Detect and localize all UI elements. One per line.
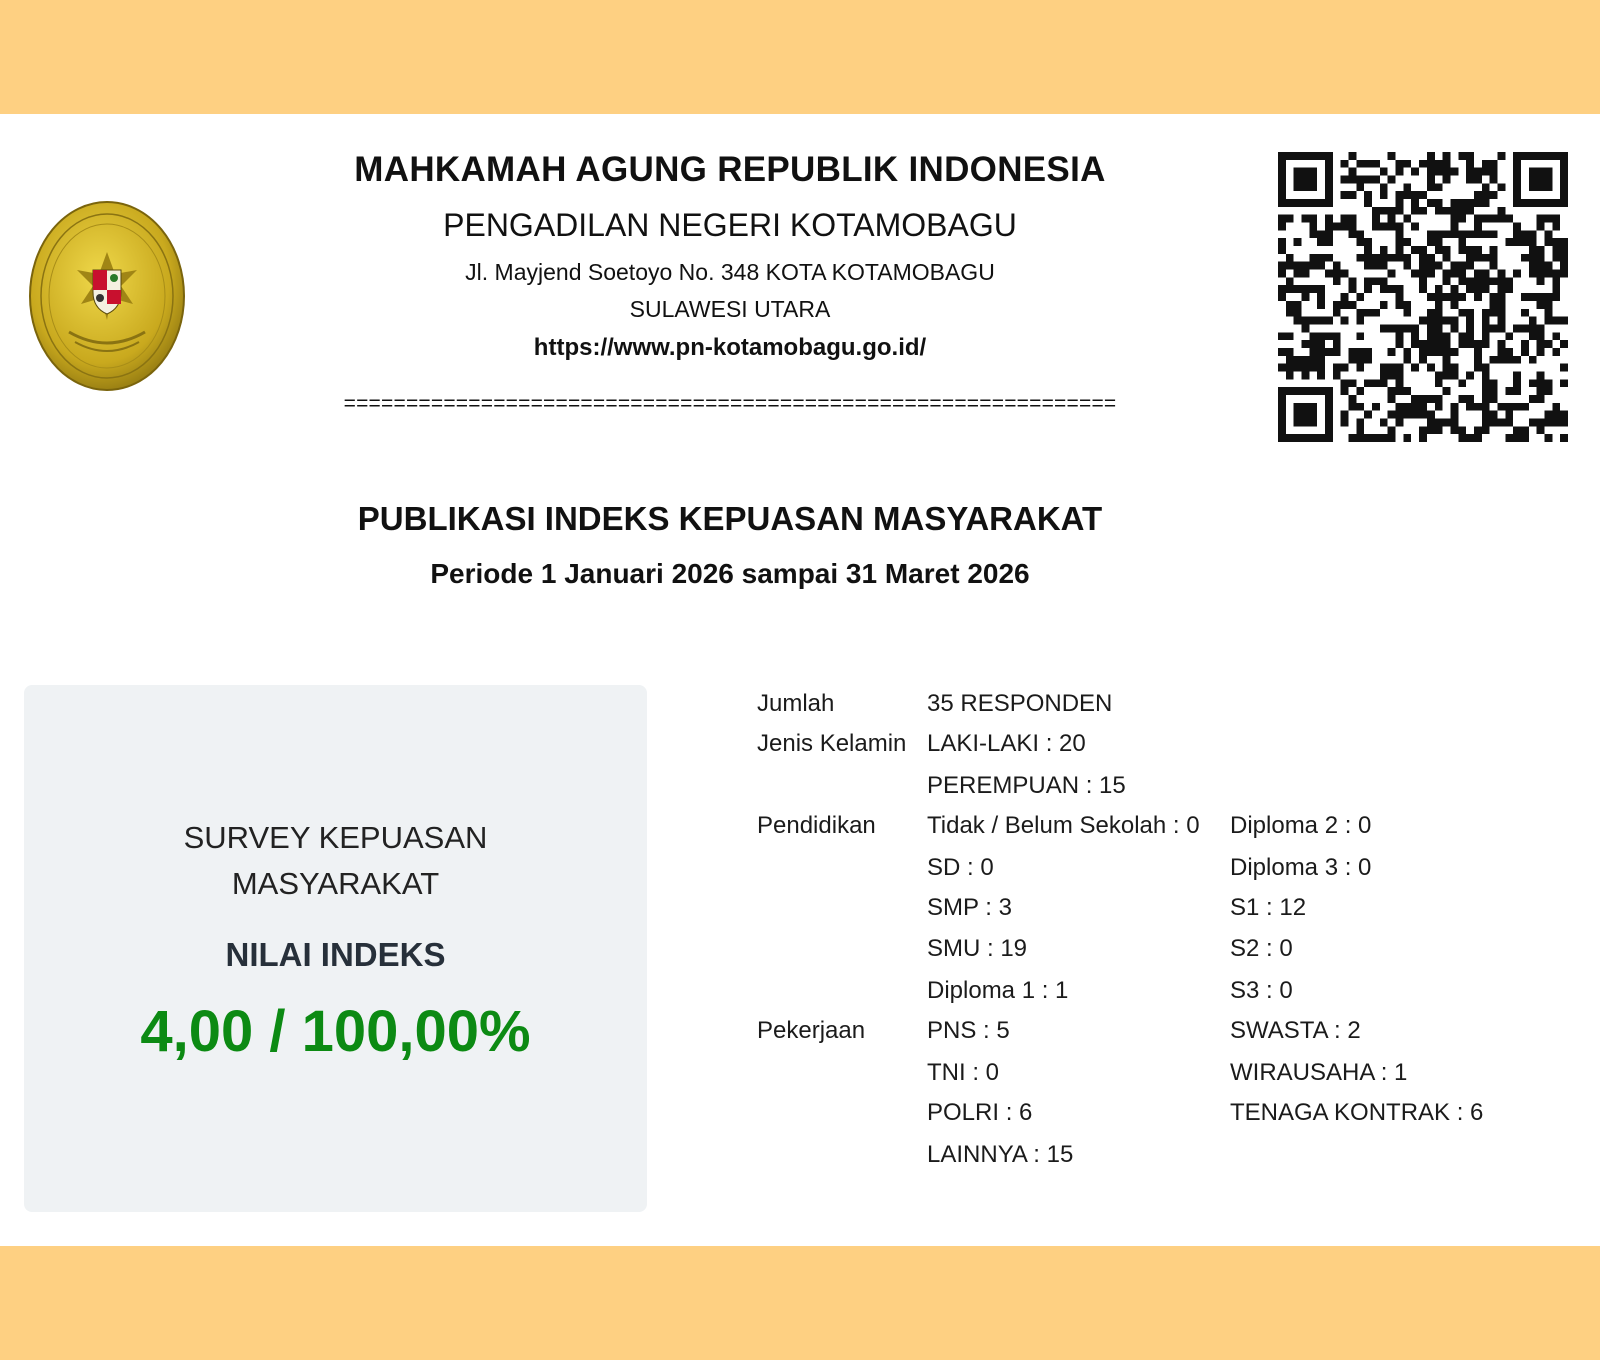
- court-name: PENGADILAN NEGERI KOTAMOBAGU: [443, 207, 1017, 243]
- job-item: LAINNYA : 15: [927, 1141, 1074, 1168]
- court-website-link[interactable]: https://www.pn-kotamobagu.go.id/: [533, 334, 927, 361]
- job-label: Pekerjaan: [757, 1017, 866, 1044]
- gender-female: PEREMPUAN : 15: [927, 772, 1126, 799]
- index-label: NILAI INDEKS: [225, 936, 446, 973]
- institution-name: MAHKAMAH AGUNG REPUBLIK INDONESIA: [354, 150, 1106, 189]
- education-label: Pendidikan: [757, 812, 876, 839]
- survey-title-line2: MASYARAKAT: [231, 866, 440, 901]
- education-item: S1 : 12: [1230, 894, 1307, 921]
- job-item: PNS : 5: [927, 1017, 1010, 1044]
- bottom-banner: [0, 1246, 1600, 1360]
- education-item: Diploma 2 : 0: [1230, 812, 1372, 839]
- gender-male: LAKI-LAKI : 20: [927, 730, 1086, 757]
- survey-title: [24, 815, 647, 907]
- index-card: [24, 685, 647, 1212]
- education-item: SD : 0: [927, 854, 994, 881]
- court-province: SULAWESI UTARA: [629, 296, 831, 322]
- education-item: SMU : 19: [927, 935, 1028, 962]
- jumlah-value: 35 RESPONDEN: [927, 690, 1113, 717]
- top-banner: [0, 0, 1600, 114]
- education-item: Diploma 3 : 0: [1230, 854, 1372, 881]
- education-item: Tidak / Belum Sekolah : 0: [927, 812, 1200, 839]
- education-item: S3 : 0: [1230, 977, 1293, 1004]
- education-item: S2 : 0: [1230, 935, 1293, 962]
- job-item: POLRI : 6: [927, 1099, 1033, 1126]
- qr-code-icon[interactable]: [1278, 152, 1568, 442]
- education-item: SMP : 3: [927, 894, 1012, 921]
- court-address: Jl. Mayjend Soetoyo No. 348 KOTA KOTAMOBAGU: [465, 259, 995, 285]
- job-item: TNI : 0: [927, 1059, 1000, 1086]
- index-value: 4,00 / 100,00%: [140, 999, 531, 1064]
- education-item: Diploma 1 : 1: [927, 977, 1069, 1004]
- job-item: WIRAUSAHA : 1: [1230, 1059, 1408, 1086]
- publication-period: Periode 1 Januari 2026 sampai 31 Maret 2026: [430, 558, 1030, 589]
- jumlah-label: Jumlah: [757, 690, 835, 717]
- survey-title-line1: SURVEY KEPUASAN: [183, 820, 488, 855]
- publication-title: PUBLIKASI INDEKS KEPUASAN MASYARAKAT: [357, 500, 1103, 537]
- job-item: SWASTA : 2: [1230, 1017, 1361, 1044]
- gender-label: Jenis Kelamin: [757, 730, 907, 757]
- job-item: TENAGA KONTRAK : 6: [1230, 1099, 1484, 1126]
- header-separator: ==============================================================: [343, 392, 1117, 415]
- mahkamah-agung-seal-icon: [29, 200, 186, 392]
